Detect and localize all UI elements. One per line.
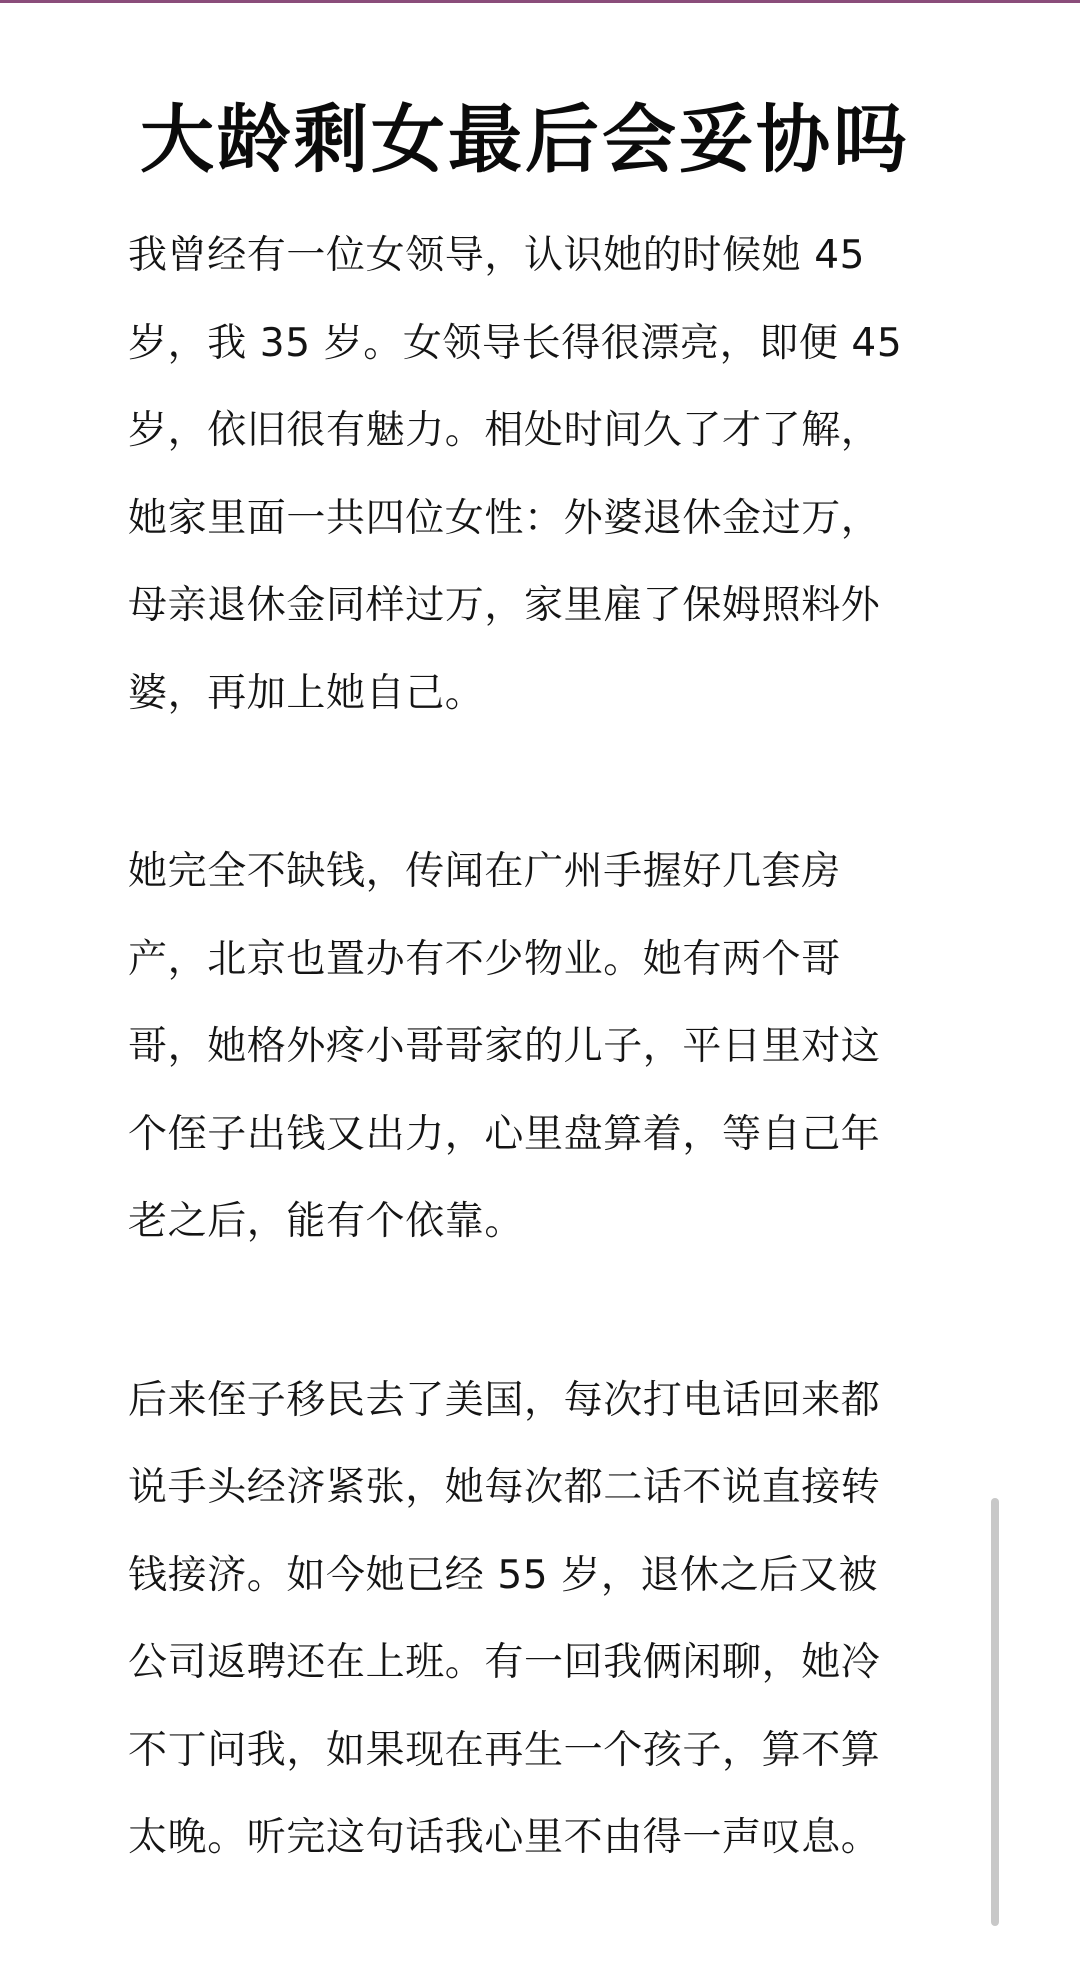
paragraph-line: 公司返聘还在上班。有一回我俩闲聊，她冷 xyxy=(128,1640,881,1685)
paragraph-line: 后来侄子移民去了美国，每次打电话回来都 xyxy=(128,1377,881,1423)
article xyxy=(128,0,948,1882)
scrollbar[interactable] xyxy=(991,1498,999,1926)
paragraph-line: 老之后，能有个依靠。 xyxy=(128,1199,525,1244)
paragraph-line: 钱接济。如今她已经 55 岁，退休之后又被 xyxy=(128,1552,879,1598)
article-title: 大龄剩女最后会妥协吗 xyxy=(140,97,910,183)
article-paragraph-2 xyxy=(128,828,948,1266)
paragraph-line: 她完全不缺钱，传闻在广州手握好几套房 xyxy=(128,849,841,894)
paragraph-line: 我曾经有一位女领导，认识她的时候她 45 xyxy=(128,233,866,278)
paragraph-line: 不丁问我，如果现在再生一个孩子，算不算 xyxy=(128,1727,881,1773)
paragraph-line: 婆，再加上她自己。 xyxy=(128,670,485,716)
paragraph-line: 太晚。听完这句话我心里不由得一声叹息。 xyxy=(128,1815,881,1860)
article-paragraph-1 xyxy=(128,212,948,737)
article-paragraph-3 xyxy=(128,1357,948,1882)
paragraph-line: 哥，她格外疼小哥哥家的儿子，平日里对这 xyxy=(128,1024,881,1069)
paragraph-line: 岁，依旧很有魅力。相处时间久了才了解， xyxy=(128,408,881,453)
paragraph-line: 说手头经济紧张，她每次都二话不说直接转 xyxy=(128,1465,881,1510)
paragraph-line: 她家里面一共四位女性：外婆退休金过万， xyxy=(128,495,881,541)
paragraph-line: 母亲退休金同样过万，家里雇了保姆照料外 xyxy=(128,583,881,628)
paragraph-line: 个侄子出钱又出力，心里盘算着，等自己年 xyxy=(128,1111,881,1157)
paragraph-line: 产，北京也置办有不少物业。她有两个哥 xyxy=(128,936,841,982)
paragraph-line: 岁，我 35 岁。女领导长得很漂亮，即便 45 xyxy=(128,320,903,366)
